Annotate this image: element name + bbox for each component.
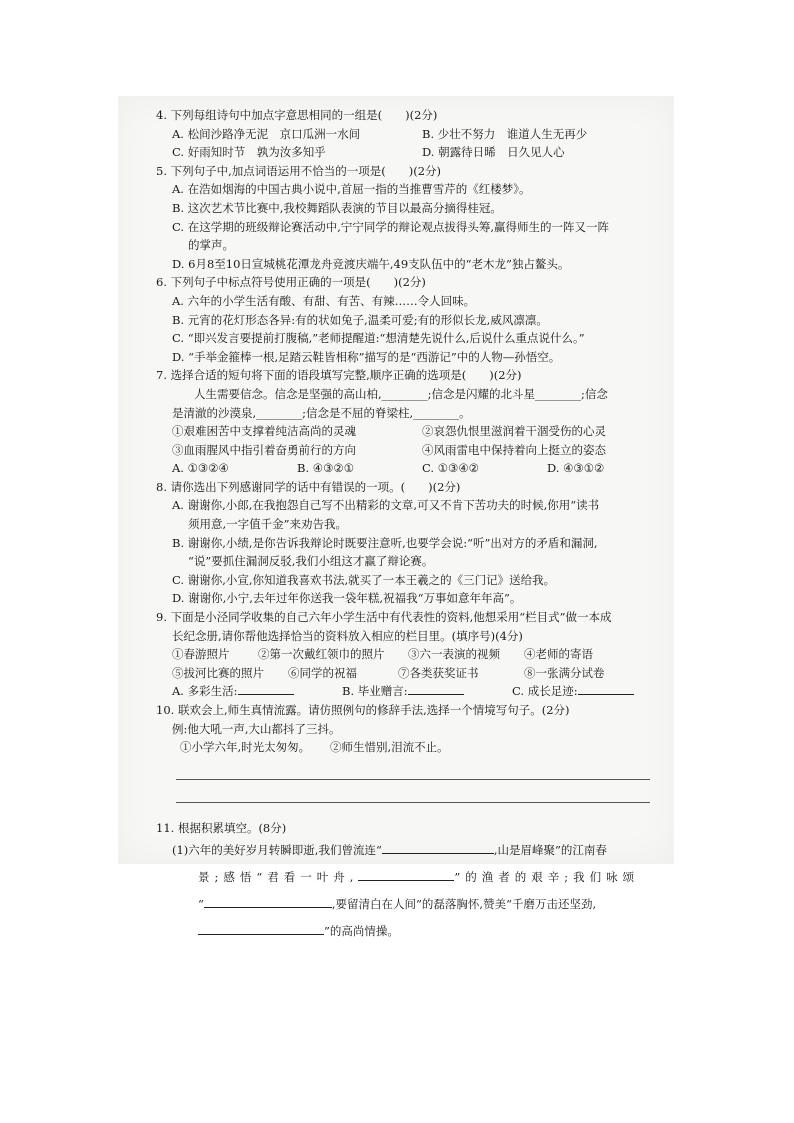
q7-phrase-3: ③血雨腥风中指引着奋勇前行的方向 (172, 442, 356, 457)
q7-passage-line-2: 是清澈的沙漠泉,________;信念是不屈的脊梁柱,________。 (172, 405, 471, 420)
question-6 (156, 273, 656, 366)
q10-example: 例:他大吼一声,大山都抖了三抖。 (172, 721, 341, 736)
q4-option-a: A. 松间沙路净无泥 京口瓜洲一水间 (172, 126, 361, 141)
q10-answer-line-1[interactable] (176, 761, 650, 780)
q9-item-3: ③六一表演的视频 (408, 647, 500, 662)
q10-answer-line-2[interactable] (176, 784, 650, 803)
q6-option-c: C. “即兴发言要提前打腹稿,”老师提醒道:“想清楚先说什么,后说什么重点说什么。” (172, 331, 585, 346)
q7-option-b: B. ④③②① (297, 461, 355, 476)
q10-stem: 10. 联欢会上,师生真情流露。请仿照例句的修辞手法,选择一个情境写句子。(2分) (156, 703, 570, 717)
question-7 (156, 366, 656, 478)
exam-content (156, 106, 656, 945)
q11-stem: 11. 根据积累填空。(8分) (156, 820, 287, 835)
q11-blank-1[interactable] (382, 841, 494, 854)
q7-passage-line-1: 人生需要信念。信念是坚强的高山柏,________;信念是闪耀的北斗星________;信念 (194, 386, 608, 401)
q9-item-8: ⑧一张满分试卷 (524, 665, 605, 680)
q10-option-2: ②师生惜别,泪流不止。 (330, 740, 449, 755)
q5-option-b: B. 这次艺术节比赛中,我校舞蹈队表演的节目以最高分摘得桂冠。 (172, 200, 502, 215)
q7-phrase-1: ①艰难困苦中支撑着纯洁高尚的灵魂 (172, 424, 356, 439)
q9-item-2: ②第一次戴红领巾的照片 (258, 647, 385, 662)
q6-option-a: A. 六年的小学生活有酸、有甜、有苦、有辣……令人回味。 (172, 293, 476, 308)
q9-column-b: B. 毕业赠言: (342, 684, 408, 699)
q11-line-1: (1)六年的美好岁月转瞬即逝,我们曾流连“ ,山是眉峰聚”的江南春 (172, 843, 607, 858)
q7-phrase-2: ②哀怨仇恨里滋润着干涸受伤的心灵 (422, 424, 606, 439)
q9-column-a: A. 多彩生活: (172, 684, 238, 699)
q5-option-c: C. 在这学期的班级辩论赛活动中,宁宁同学的辩论观点拔得头筹,赢得师生的一阵又一阵 (172, 219, 610, 234)
q10-option-1: ①小学六年,时光太匆匆。 (180, 740, 311, 755)
q5-option-d: D. 6月8至10日宣城桃花潭龙舟竞渡庆端午,49支队伍中的“老木龙”独占鳌头。 (172, 256, 570, 271)
question-5 (156, 162, 656, 274)
q4-option-c: C. 好雨知时节 孰为汝多知乎 (172, 145, 326, 160)
q9-item-4: ④老师的寄语 (524, 647, 593, 662)
question-9 (156, 608, 656, 701)
q7-phrase-4: ④风雨雷电中保持着向上挺立的姿态 (422, 442, 606, 457)
q7-stem: 7. 选择合适的短句将下面的语段填写完整,顺序正确的选项是( )(2分) (156, 368, 522, 383)
q4-option-b: B. 少壮不努力 谁道人生无再少 (422, 126, 588, 141)
q7-option-d: D. ④③①② (547, 461, 605, 476)
q8-option-b: B. 谢谢你,小绩,是你告诉我辩论时既要注意听,也要学会说:“听”出对方的矛盾和漏洞, (172, 535, 598, 550)
q11-line-3: “ ,要留清白在人间”的磊落胸怀,赞美“千磨万击还坚劲, (198, 897, 597, 912)
q8-option-a: A. 谢谢你,小郎,在我抱怨自己写不出精彩的文章,可又不肯下苦功夫的时候,你用“读书 (172, 498, 600, 513)
q7-option-c: C. ①③④② (422, 461, 479, 476)
q7-option-a: A. ①③②④ (172, 461, 229, 476)
q11-blank-4[interactable] (198, 922, 324, 935)
q9-blank-c[interactable] (578, 682, 634, 695)
q9-blank-a[interactable] (238, 682, 294, 695)
q9-stem-cont: 长纪念册,请你帮他选择恰当的资料放入相应的栏目里。(填序号)(4分) (172, 628, 523, 643)
q8-stem: 8. 请你选出下列感谢同学的话中有错误的一项。( )(2分) (156, 479, 461, 494)
q4-option-d: D. 朝露待日晞 日久见人心 (422, 145, 565, 160)
question-11 (156, 819, 656, 946)
q5-option-a: A. 在浩如烟海的中国古典小说中,首屈一指的当推曹雪芹的《红楼梦》。 (172, 182, 531, 197)
q8-option-d: D. 谢谢你,小宁,去年过年你送我一袋年糕,祝福我“万事如意年年高”。 (172, 591, 522, 606)
q8-option-a-cont: 须用意,一字值千金”来劝告我。 (188, 517, 348, 532)
q9-item-5: ⑤拔河比赛的照片 (172, 665, 264, 680)
q11-line-4: ”的高尚情操。 (172, 918, 656, 945)
q9-item-6: ⑥同学的祝福 (288, 665, 357, 680)
question-8 (156, 478, 656, 608)
q11-blank-2[interactable] (358, 868, 454, 881)
q8-option-b-cont: “说”要抓住漏洞反驳,我们小组这才赢了辩论赛。 (188, 554, 434, 569)
q9-stem: 9. 下面是小泾同学收集的自己六年小学生活中有代表性的资料,他想采用“栏目式”做一本成 (156, 610, 612, 625)
q11-line-2: 景;感悟“君看一叶舟, ”的渔者的艰辛;我们咏颂 (198, 870, 640, 885)
q6-option-d: D. “手举金箍棒一根,足踏云鞋皆相称”描写的是“西游记”中的人物—孙悟空。 (172, 349, 561, 364)
q9-item-1: ①春游照片 (172, 647, 230, 662)
q11-blank-3[interactable] (204, 895, 332, 908)
q9-item-7: ⑦各类获奖证书 (398, 665, 479, 680)
q9-blank-b[interactable] (408, 682, 464, 695)
q4-stem: 4. 下列每组诗句中加点字意思相同的一组是( )(2分) (156, 108, 438, 122)
q6-stem: 6. 下列句子中标点符号使用正确的一项是( )(2分) (156, 275, 426, 290)
q5-option-c-cont: 的掌声。 (188, 238, 234, 253)
q6-option-b: B. 元宵的花灯形态各异:有的状如兔子,温柔可爱;有的形似长龙,威风凛凛。 (172, 312, 548, 327)
question-4 (156, 106, 656, 162)
q8-option-c: C. 谢谢你,小宣,你知道我喜欢书法,就买了一本王羲之的《三门记》送给我。 (172, 572, 556, 587)
q5-stem: 5. 下列句子中,加点词语运用不恰当的一项是( )(2分) (156, 163, 442, 178)
q9-column-c: C. 成长足迹: (512, 684, 578, 699)
question-10 (156, 701, 656, 803)
